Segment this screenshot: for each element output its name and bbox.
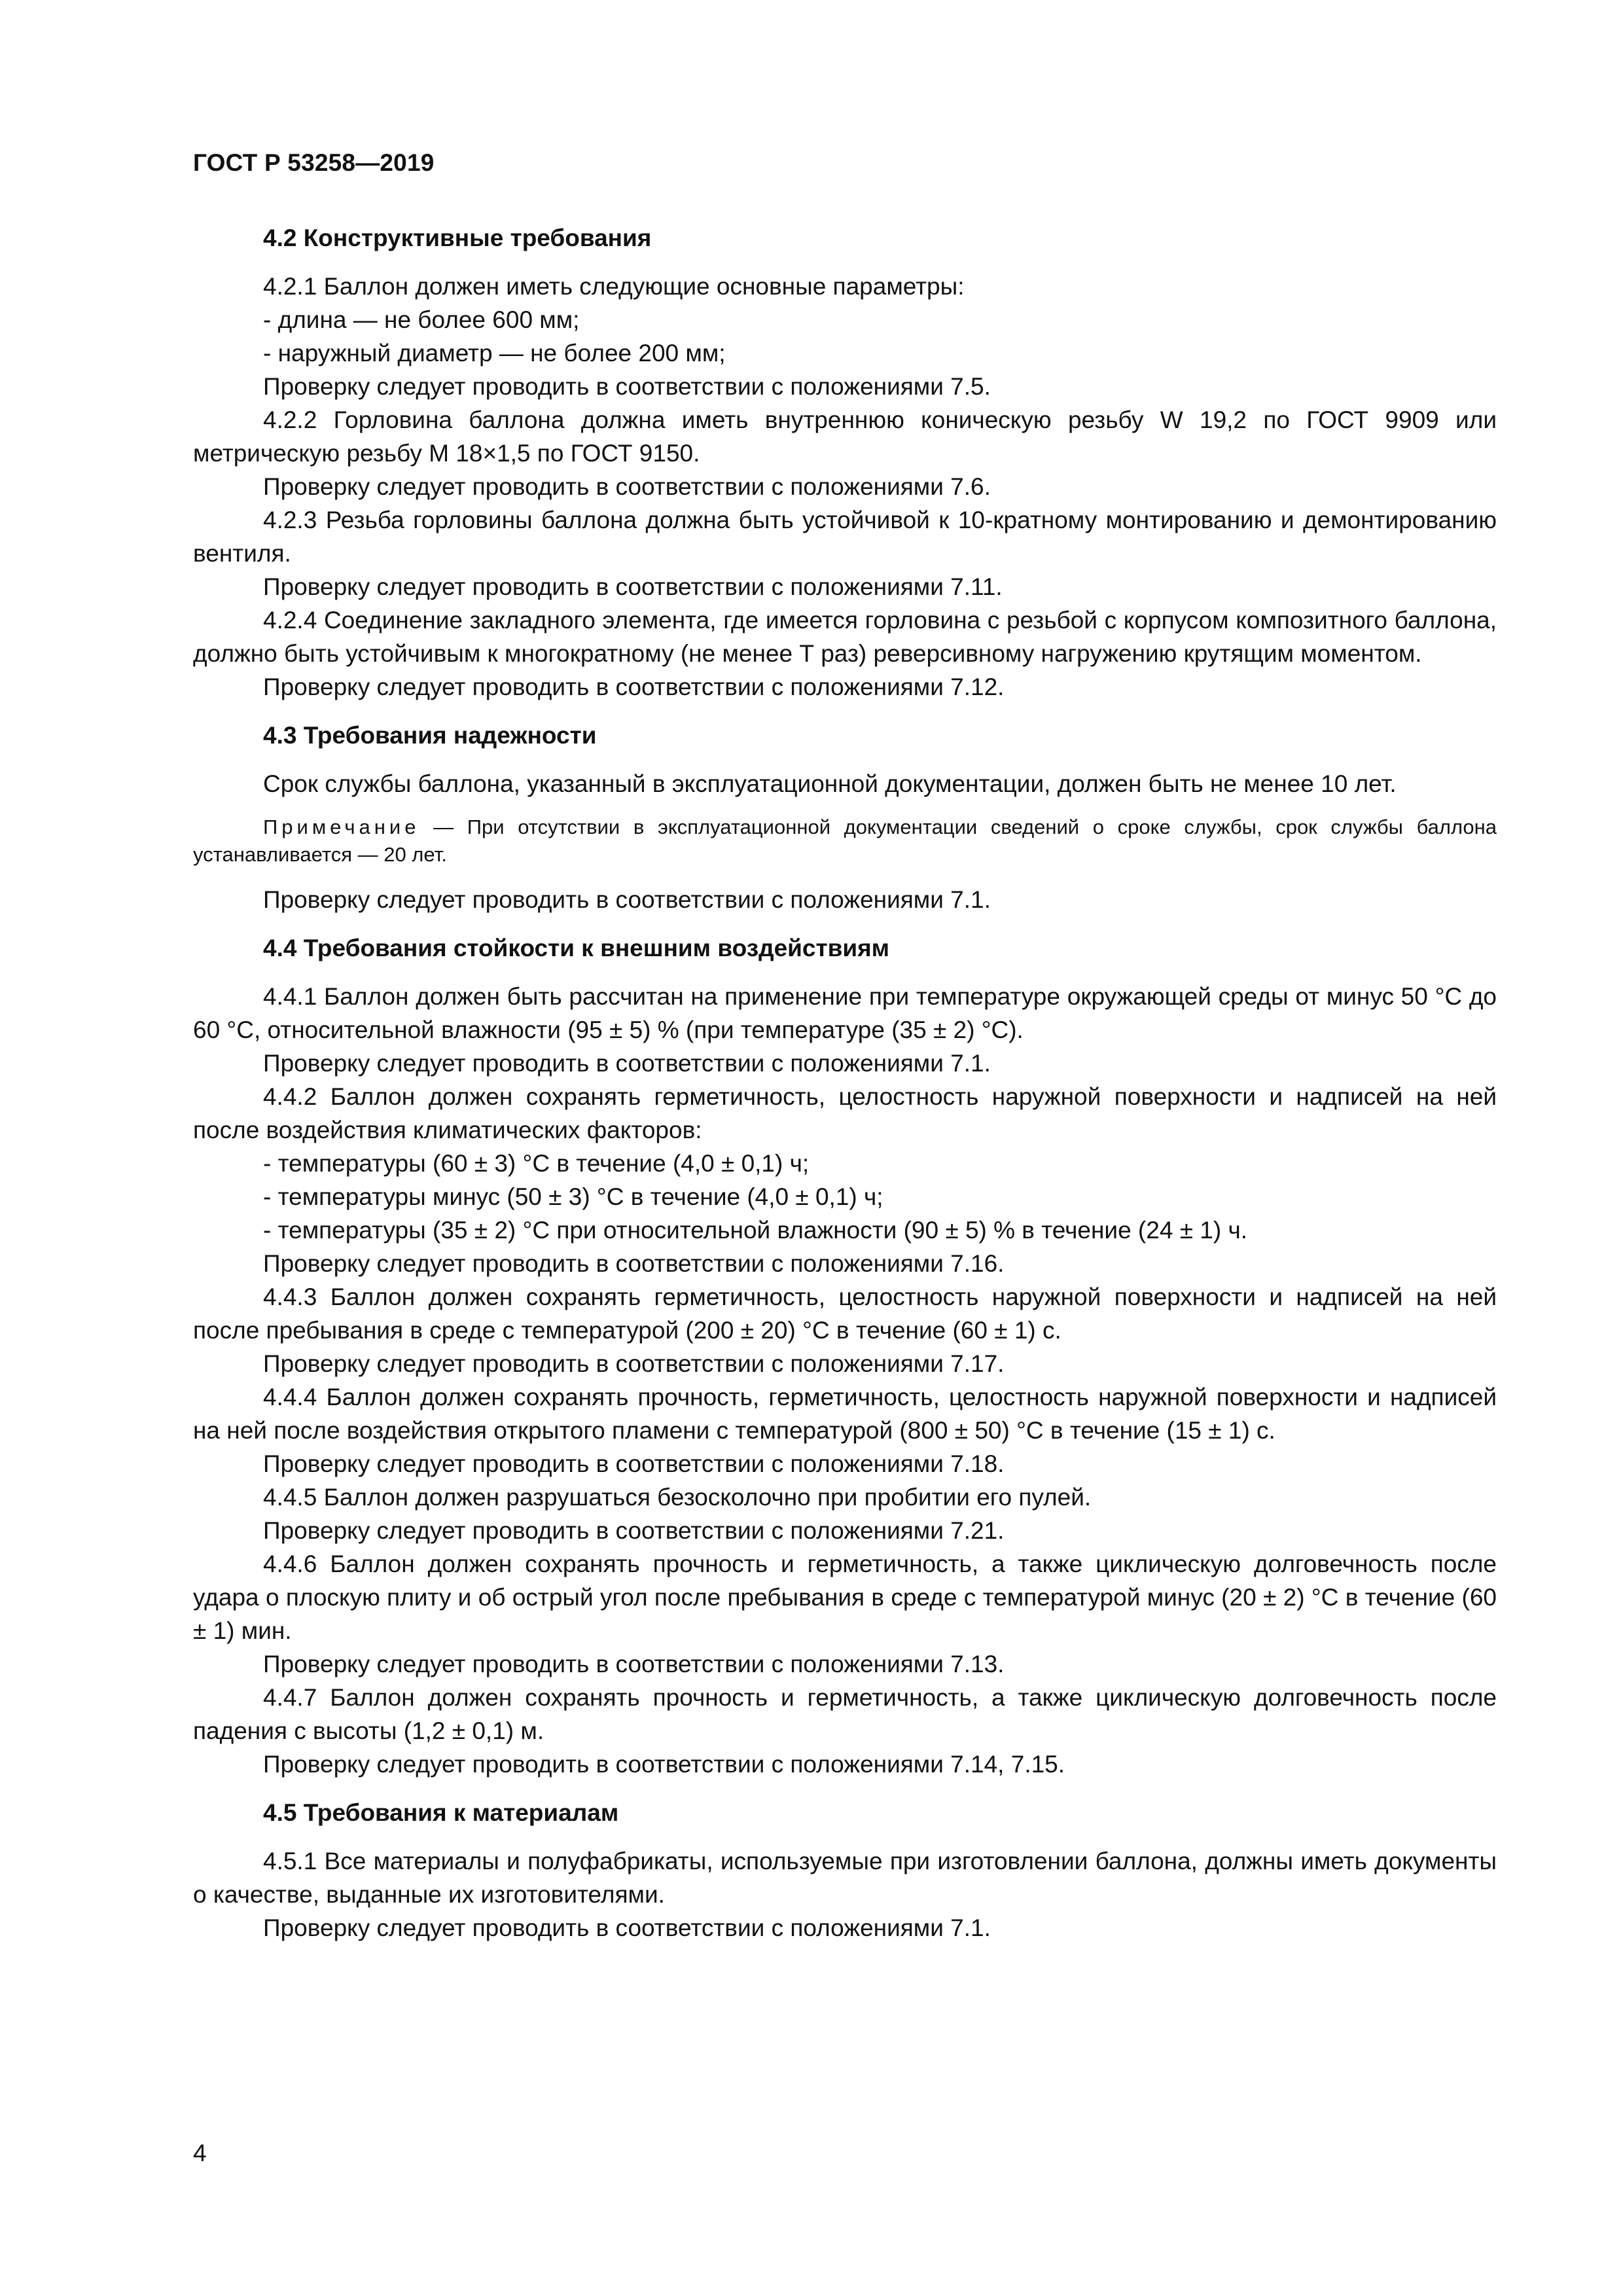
page-number: 4 — [193, 2140, 207, 2166]
check-reference: Проверку следует проводить в соответствии с положениями 7.5. — [263, 373, 991, 400]
section-heading-4-3: 4.3 Требования надежности — [263, 722, 597, 749]
list-item: - температуры минус (50 ± 3) °С в течение (4,0 ± 0,1) ч; — [263, 1183, 883, 1210]
paragraph-4-4-5: 4.4.5 Баллон должен разрушаться безосколочно при пробитии его пулей. — [263, 1484, 1092, 1511]
list-item: - температуры (60 ± 3) °С в течение (4,0 ± 0,1) ч; — [263, 1150, 810, 1177]
paragraph-4-2-1: 4.2.1 Баллон должен иметь следующие основные параметры: — [263, 273, 965, 300]
paragraph-4-3-service-life: Срок службы баллона, указанный в эксплуатационной документации, должен быть не менее 10 лет. — [263, 770, 1397, 797]
list-item: - температуры (35 ± 2) °С при относительной влажности (90 ± 5) % в течение (24 ± 1) ч. — [263, 1217, 1248, 1244]
paragraph-4-4-7: 4.4.7 Баллон должен сохранять прочность и герметичность, а также циклическую долговечность после падения с высоты (1,2 ± 0,1) м. — [193, 1684, 1497, 1744]
check-reference: Проверку следует проводить в соответствии с положениями 7.11. — [263, 573, 1003, 600]
paragraph-4-4-4: 4.4.4 Баллон должен сохранять прочность, герметичность, целостность наружной поверхности и надписей на ней после воздействия открытого пламени с температурой (800 ± 50) °С в течение (15 ± 1) с. — [193, 1384, 1497, 1444]
section-heading-4-4: 4.4 Требования стойкости к внешним воздействиям — [263, 935, 890, 961]
check-reference: Проверку следует проводить в соответствии с положениями 7.13. — [263, 1651, 1005, 1677]
section-heading-4-5: 4.5 Требования к материалам — [263, 1799, 619, 1826]
note-text: — При отсутствии в эксплуатационной документации сведений о сроке службы, срок службы баллона устанавливается — 20 лет. — [193, 816, 1497, 866]
note — [193, 814, 1497, 869]
section-heading-4-2: 4.2 Конструктивные требования — [263, 224, 652, 251]
paragraph-4-4-1: 4.4.1 Баллон должен быть рассчитан на применение при температуре окружающей среды от минус 50 °С до 60 °С, относительной влажности (95 ± 5) % (при температуре (35 ± 2) °С). — [193, 983, 1497, 1043]
list-item: - наружный диаметр — не более 200 мм; — [263, 340, 726, 367]
check-reference: Проверку следует проводить в соответствии с положениями 7.17. — [263, 1350, 1005, 1377]
paragraph-4-2-3: 4.2.3 Резьба горловины баллона должна быть устойчивой к 10-кратному монтированию и демонтированию вентиля. — [193, 507, 1497, 567]
check-reference: Проверку следует проводить в соответствии с положениями 7.6. — [263, 473, 991, 500]
check-reference: Проверку следует проводить в соответствии с положениями 7.12. — [263, 673, 1005, 700]
check-reference: Проверку следует проводить в соответствии с положениями 7.18. — [263, 1450, 1005, 1477]
document-header-id: ГОСТ Р 53258—2019 — [193, 149, 435, 176]
paragraph-4-5-1: 4.5.1 Все материалы и полуфабрикаты, используемые при изготовлении баллона, должны иметь документы о качестве, выданные их изготовителями. — [193, 1848, 1497, 1908]
paragraph-4-2-4: 4.2.4 Соединение закладного элемента, где имеется горловина с резьбой с корпусом композитного баллона, должно быть устойчивым к многократному (не менее Т раз) реверсивному нагружению крутящим моментом. — [193, 607, 1497, 667]
check-reference: Проверку следует проводить в соответствии с положениями 7.14, 7.15. — [263, 1751, 1065, 1778]
check-reference: Проверку следует проводить в соответствии с положениями 7.21. — [263, 1517, 1005, 1544]
check-reference: Проверку следует проводить в соответствии с положениями 7.1. — [263, 1914, 991, 1941]
check-reference: Проверку следует проводить в соответствии с положениями 7.1. — [263, 886, 991, 913]
list-item: - длина — не более 600 мм; — [263, 306, 580, 333]
paragraph-4-2-2: 4.2.2 Горловина баллона должна иметь внутреннюю коническую резьбу W 19,2 по ГОСТ 9909 или метрическую резьбу М 18×1,5 по ГОСТ 9150. — [193, 406, 1497, 467]
note-label: Примечание — [263, 816, 420, 838]
paragraph-4-4-2: 4.4.2 Баллон должен сохранять герметичность, целостность наружной поверхности и надписей на ней после воздействия климатических факторов: — [193, 1083, 1497, 1143]
document-body — [193, 221, 1497, 1945]
check-reference: Проверку следует проводить в соответствии с положениями 7.1. — [263, 1050, 991, 1077]
paragraph-4-4-3: 4.4.3 Баллон должен сохранять герметичность, целостность наружной поверхности и надписей на ней после пребывания в среде с температурой (200 ± 20) °С в течение (60 ± 1) с. — [193, 1283, 1497, 1344]
paragraph-4-4-6: 4.4.6 Баллон должен сохранять прочность и герметичность, а также циклическую долговечность после удара о плоскую плиту и об острый угол после пребывания в среде с температурой минус (20 ± 2) °С в течение (60 ± 1) мин. — [193, 1551, 1497, 1644]
check-reference: Проверку следует проводить в соответствии с положениями 7.16. — [263, 1250, 1005, 1277]
